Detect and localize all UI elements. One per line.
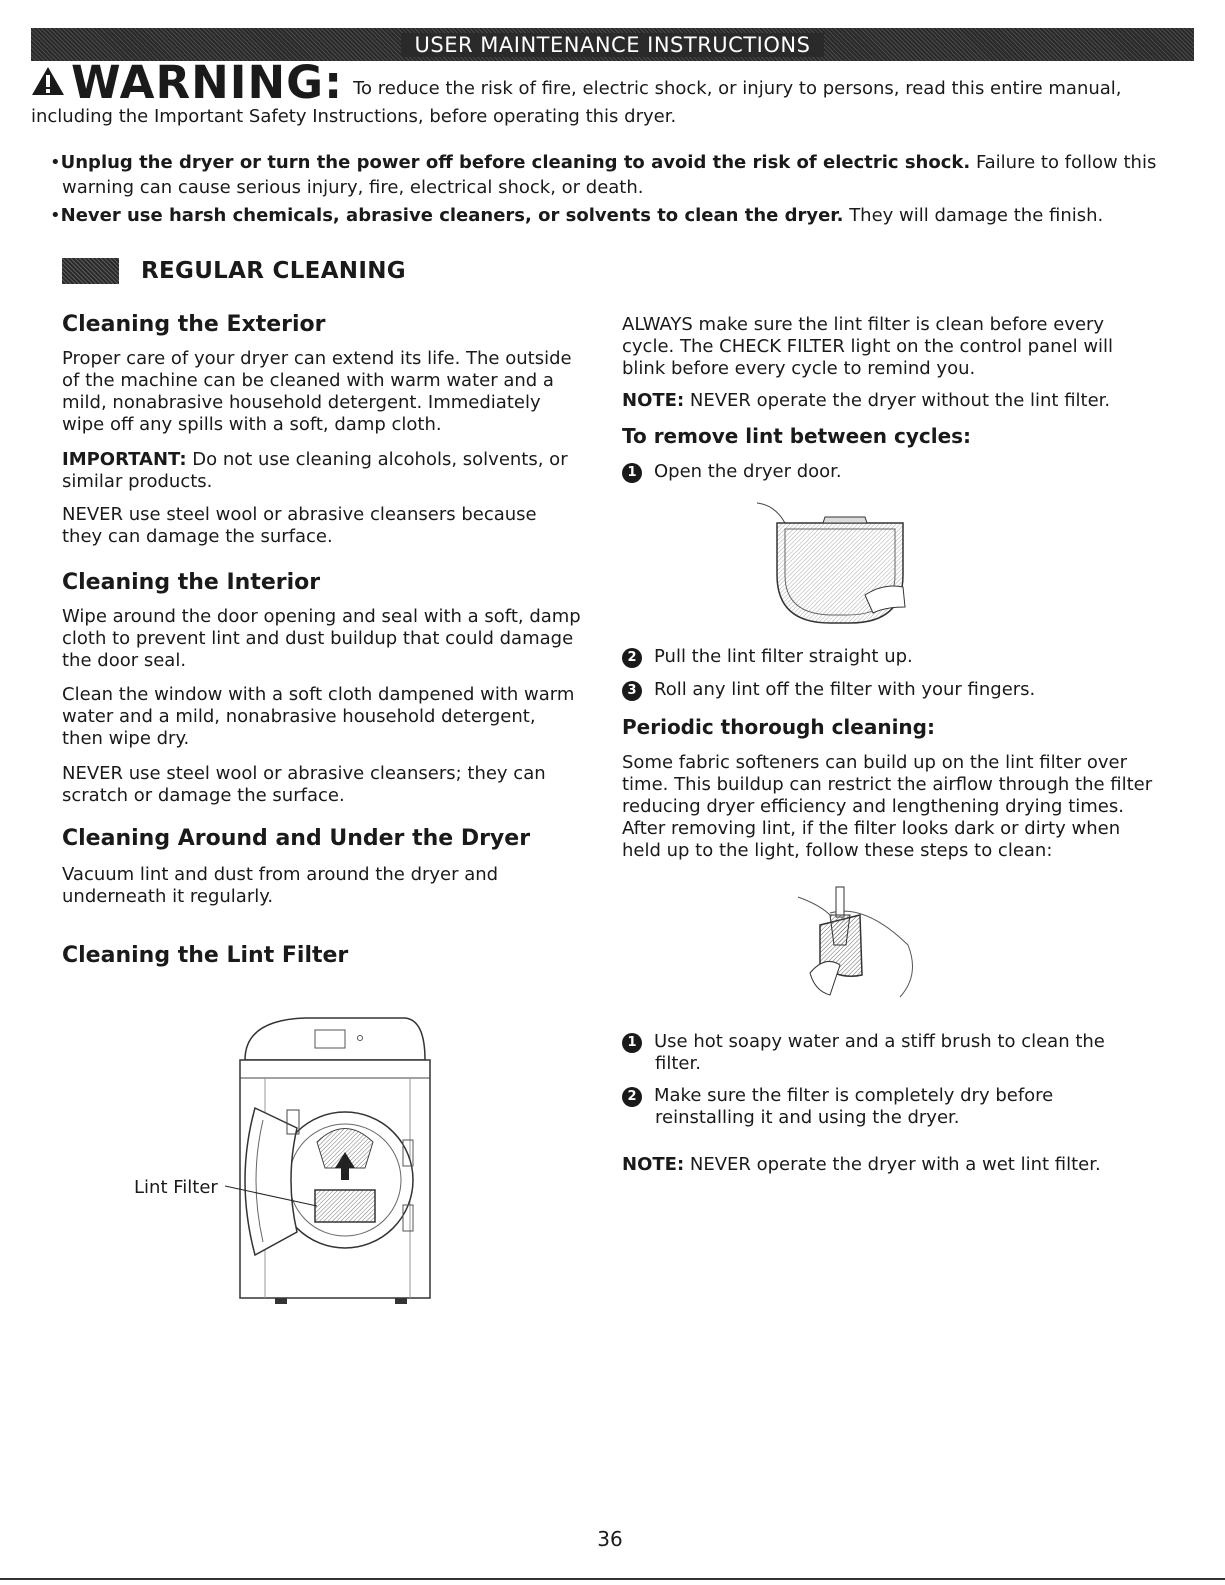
periodic-p1: Some fabric softeners can build up on the lint filter over time. This buildup can restrict the airflow through the filter reducing dryer efficiency and lengthening drying times. After removing lint, if the filter looks dark or dirty when held up to the light, follow these steps to clean: xyxy=(622,752,1153,861)
bullet-chemicals-text: They will damage the finish. xyxy=(843,205,1104,226)
exterior-important xyxy=(62,449,582,493)
step-text: Roll any lint off the filter with your fingers. xyxy=(654,679,1036,700)
step-text: Open the dryer door. xyxy=(654,461,842,482)
section-title: REGULAR CLEANING xyxy=(141,258,406,284)
heading-lint-filter: Cleaning the Lint Filter xyxy=(62,943,349,968)
right-note1 xyxy=(622,390,1162,412)
heading-periodic: Periodic thorough cleaning: xyxy=(622,715,935,739)
heading-exterior: Cleaning the Exterior xyxy=(62,312,326,337)
between-step-3 xyxy=(622,679,1162,701)
between-step-2 xyxy=(622,646,1162,668)
step-number: 3 xyxy=(622,681,642,701)
note2-text: NEVER operate the dryer with a wet lint filter. xyxy=(684,1154,1101,1175)
step-number: 2 xyxy=(622,1087,642,1107)
step-text: Make sure the filter is completely dry before reinstalling it and using the dryer. xyxy=(654,1085,1054,1128)
brush-cleaning-illustration xyxy=(790,885,930,1003)
section-marker xyxy=(62,258,119,284)
banner-title: USER MAINTENANCE INSTRUCTIONS xyxy=(401,33,825,57)
interior-p2: Clean the window with a soft cloth dampened with warm water and a mild, nonabrasive household detergent, then wipe dry. xyxy=(62,684,575,749)
step-number: 2 xyxy=(622,648,642,668)
warning-block xyxy=(31,56,1201,130)
step-text: Use hot soapy water and a stiff brush to clean the filter. xyxy=(654,1031,1105,1074)
right-p1: ALWAYS make sure the lint filter is clean before every cycle. The CHECK FILTER light on the control panel will blink before every cycle to remind you. xyxy=(622,314,1114,379)
note1-label: NOTE: xyxy=(622,390,685,411)
around-p1: Vacuum lint and dust from around the dryer and underneath it regularly. xyxy=(62,864,499,907)
heading-around: Cleaning Around and Under the Dryer xyxy=(62,826,531,851)
bullet-chemicals-bold: Never use harsh chemicals, abrasive cleaners, or solvents to clean the dryer. xyxy=(60,205,844,226)
bullet-unplug-text: Failure to follow this warning can cause serious injury, fire, electrical shock, or death. xyxy=(62,152,1157,198)
heading-interior: Cleaning the Interior xyxy=(62,570,321,595)
lint-filter-label: Lint Filter xyxy=(134,1177,218,1198)
note1-text: NEVER operate the dryer without the lint filter. xyxy=(684,390,1111,411)
important-label: IMPORTANT: xyxy=(62,449,187,470)
interior-p1: Wipe around the door opening and seal with a soft, damp cloth to prevent lint and dust buildup that could damage the door seal. xyxy=(62,606,581,671)
bottom-rule xyxy=(0,1578,1225,1580)
warning-word: WARNING: xyxy=(71,56,344,109)
periodic-step-2 xyxy=(622,1085,1125,1129)
between-step-1 xyxy=(622,461,1162,483)
interior-p3: NEVER use steel wool or abrasive cleansers; they can scratch or damage the surface. xyxy=(62,763,546,806)
exterior-p3: NEVER use steel wool or abrasive cleansers because they can damage the surface. xyxy=(62,504,537,547)
step-text: Pull the lint filter straight up. xyxy=(654,646,913,667)
heading-between-cycles: To remove lint between cycles: xyxy=(622,424,972,448)
lint-filter-illustration xyxy=(755,495,915,630)
step-number: 1 xyxy=(622,463,642,483)
warning-triangle-icon xyxy=(31,66,65,104)
section-heading xyxy=(62,255,406,287)
step-number: 1 xyxy=(622,1033,642,1053)
warning-text-2: including the Important Safety Instructions, before operating this dryer. xyxy=(31,106,677,127)
dryer-illustration xyxy=(225,1010,455,1310)
bullet-chemicals: •Never use harsh chemicals, abrasive cleaners, or solvents to clean the dryer. They will damage the finish. xyxy=(50,205,1104,226)
important-text: Do not use cleaning alcohols, solvents, or similar products. xyxy=(62,449,568,492)
note2-label: NOTE: xyxy=(622,1154,685,1175)
bullet-unplug: •Unplug the dryer or turn the power off before cleaning to avoid the risk of electric shock. Failure to follow this warning can cause serious injury, fire, electrical shock, or death. xyxy=(50,152,1157,198)
warning-text: To reduce the risk of fire, electric shock, or injury to persons, read this entire manual, xyxy=(353,78,1122,99)
periodic-step-1 xyxy=(622,1031,1125,1075)
bullet-unplug-bold: Unplug the dryer or turn the power off before cleaning to avoid the risk of electric shock. xyxy=(60,152,971,173)
exterior-p1: Proper care of your dryer can extend its life. The outside of the machine can be cleaned with warm water and a mild, nonabrasive household detergent. Immediately wipe off any spills with a soft, damp cloth. xyxy=(62,348,572,435)
page-number: 36 xyxy=(597,1527,623,1551)
right-note2 xyxy=(622,1154,1162,1176)
